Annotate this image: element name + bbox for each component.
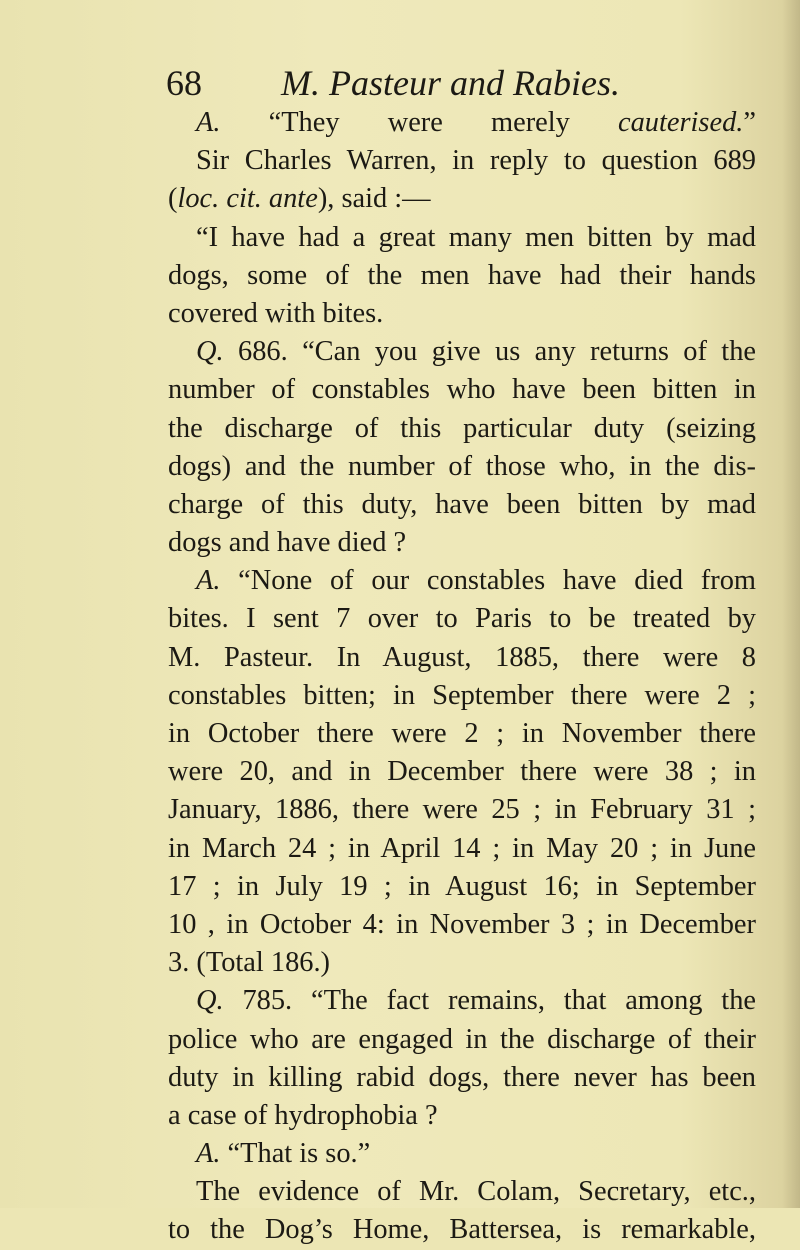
text-run: bites. I sent 7 over to Paris to be treated by <box>168 603 756 635</box>
text-line <box>168 830 756 868</box>
italic-text: A. <box>196 565 221 597</box>
italic-text: loc. cit. ante <box>177 183 318 215</box>
text-run: ” <box>743 107 756 138</box>
page-number: 68 <box>166 63 202 103</box>
text-run: to the Dog’s Home, Battersea, is remarkable, <box>168 1214 756 1246</box>
italic-text: A. <box>196 1138 221 1170</box>
text-run: charge of this duty, have been bitten by mad <box>168 488 756 520</box>
text-run: covered with bites. <box>168 297 384 329</box>
text-line <box>168 180 756 218</box>
text-line <box>168 868 756 906</box>
text-run: a case of hydrophobia ? <box>168 1099 438 1131</box>
text-run: dogs, some of the men have had their hands <box>168 259 756 291</box>
page-edge-shadow <box>782 0 800 1208</box>
text-run: The evidence of Mr. Colam, Secretary, etc., <box>196 1176 756 1208</box>
text-run: dogs and have died ? <box>168 527 407 559</box>
text-line <box>168 295 756 333</box>
text-run: 10 , in October 4: in November 3 ; in December <box>168 908 756 940</box>
text-run: 785. “The fact remains, that among the <box>223 985 756 1017</box>
text-line <box>168 219 756 257</box>
text-line <box>168 982 756 1020</box>
text-line <box>168 715 756 753</box>
text-run: January, 1886, there were 25 ; in February 31 ; <box>168 794 756 826</box>
text-line <box>168 1097 756 1135</box>
text-run: “None of our constables have died from <box>220 565 756 597</box>
italic-text: cauterised. <box>618 107 744 138</box>
body-text <box>168 104 756 1250</box>
text-run: were 20, and in December there were 38 ; in <box>168 756 756 788</box>
text-run: ( <box>168 183 178 215</box>
text-run: in March 24 ; in April 14 ; in May 20 ; in June <box>168 832 756 864</box>
text-run: duty in killing rabid dogs, there never has been <box>168 1061 756 1093</box>
text-run: ), said :— <box>317 183 431 215</box>
text-run: “That is so.” <box>220 1138 371 1170</box>
text-line <box>168 944 756 982</box>
text-run: dogs) and the number of those who, in the dis- <box>168 450 756 482</box>
text-line <box>168 104 756 142</box>
text-line <box>168 600 756 638</box>
text-line <box>168 906 756 944</box>
text-line <box>168 753 756 791</box>
text-run: 3. (Total 186.) <box>168 947 331 979</box>
text-line <box>168 486 756 524</box>
text-run: Sir Charles Warren, in reply to question 689 <box>196 145 756 177</box>
text-line <box>168 639 756 677</box>
text-line <box>168 410 756 448</box>
text-line <box>168 524 756 562</box>
text-run: number of constables who have been bitten in <box>168 374 756 406</box>
text-line <box>168 448 756 486</box>
text-run: M. Pasteur. In August, 1885, there were 8 <box>168 641 756 673</box>
text-line <box>168 333 756 371</box>
italic-text: A. <box>196 107 221 138</box>
text-line <box>168 791 756 829</box>
text-run: in October there were 2 ; in November there <box>168 718 756 749</box>
text-line <box>168 1173 756 1211</box>
text-run: the discharge of this particular duty (seizing <box>168 412 756 444</box>
text-line <box>168 142 756 180</box>
text-run: police who are engaged in the discharge of their <box>168 1023 756 1055</box>
italic-text: Q. <box>196 336 224 368</box>
text-line <box>168 677 756 715</box>
text-line <box>168 1059 756 1097</box>
running-title: M. Pasteur and Rabies. <box>281 63 620 103</box>
text-line <box>168 1021 756 1059</box>
text-line <box>168 562 756 600</box>
text-run: constables bitten; in September there were 2 ; <box>168 679 756 711</box>
text-line <box>168 257 756 295</box>
text-run: “They were merely <box>220 107 619 138</box>
text-run: 686. “Can you give us any returns of the <box>223 336 756 368</box>
text-run: 17 ; in July 19 ; in August 16; in September <box>168 870 756 902</box>
text-line <box>168 1211 756 1249</box>
text-line <box>168 1135 756 1173</box>
text-line <box>168 371 756 409</box>
text-run: “I have had a great many men bitten by mad <box>196 221 756 253</box>
italic-text: Q. <box>196 985 224 1017</box>
